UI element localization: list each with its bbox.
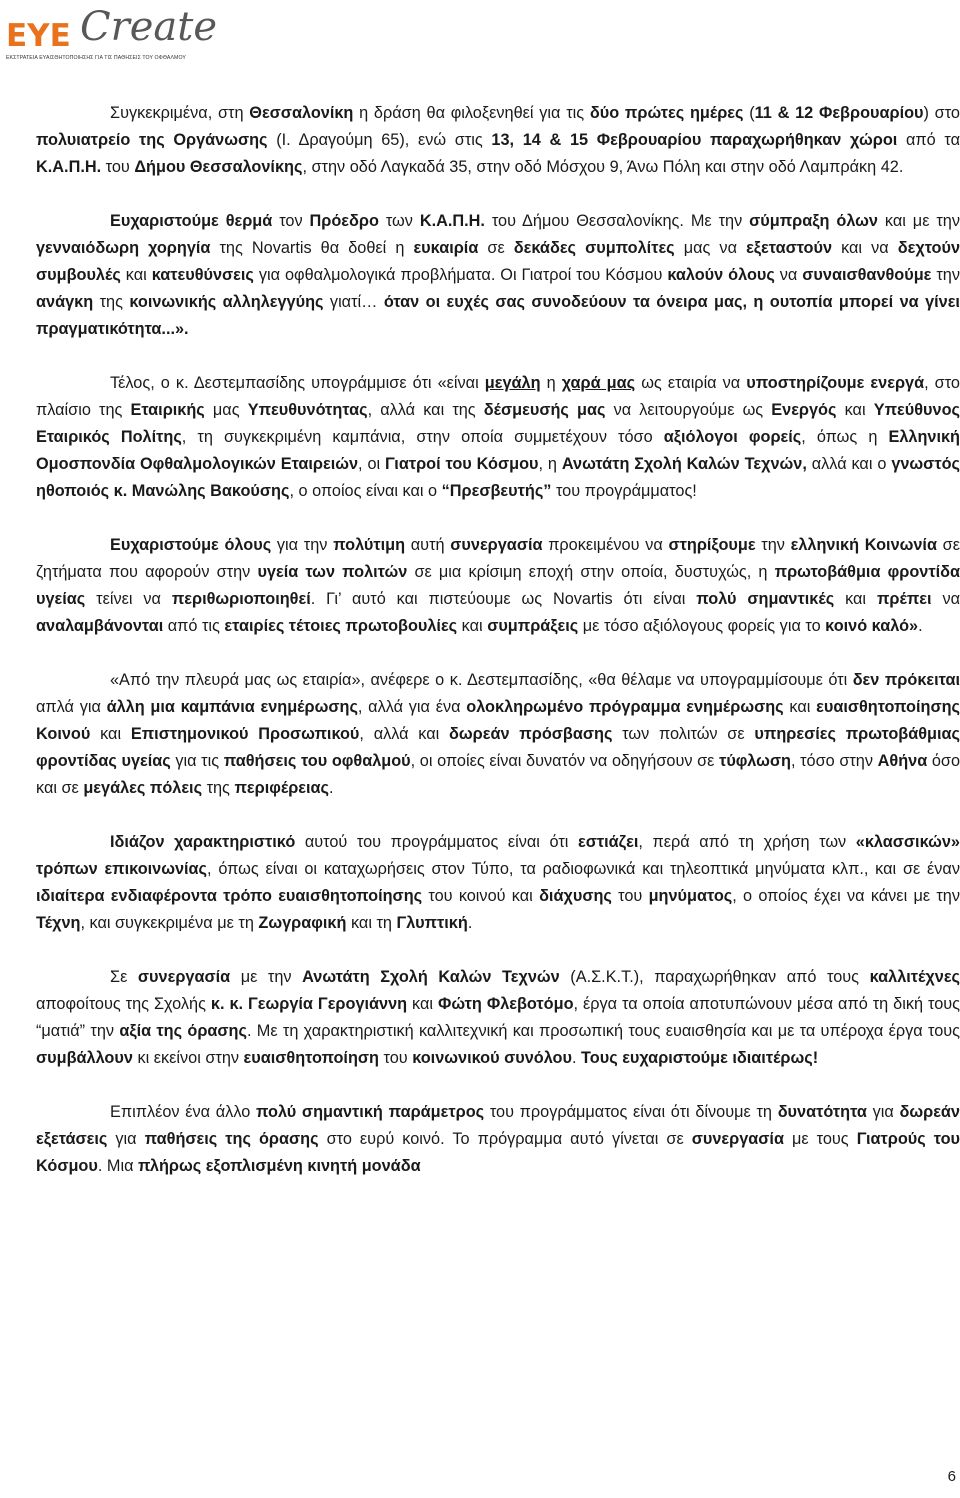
bold-text-run: δυνατότητα (777, 1103, 867, 1121)
text-run: Τέλος, ο κ. Δεστεμπασίδης υπογράμμισε ότι «είναι (110, 374, 485, 392)
text-run: την (931, 266, 960, 284)
paragraph (36, 829, 960, 937)
document-body (36, 100, 960, 1180)
bold-text-run: ευκαιρία (413, 239, 479, 257)
text-run: , έργα τα οποία αποτυπώνουν μέσα από τη δική τους “ματιά” την (36, 995, 960, 1040)
text-run: από τις (163, 617, 225, 635)
bold-text-run: Τους ευχαριστούμε ιδιαιτέρως! (581, 1049, 819, 1067)
text-run: . (571, 1049, 582, 1067)
bold-text-run: Γιατροί του Κόσμου (385, 455, 539, 473)
text-run: κι εκείνοι στην (132, 1049, 244, 1067)
bold-text-run: κατευθύνσεις (151, 266, 254, 284)
bold-text-run: Ευχαριστούμε θερμά (110, 212, 273, 230)
bold-text-run: Εταιρικής (130, 401, 205, 419)
bold-text-run: 13, 14 & 15 Φεβρουαρίου παραχωρήθηκαν χώροι (491, 131, 898, 149)
text-run: από τα (897, 131, 960, 149)
bold-text-run: Κ.Α.Π.Η. (419, 212, 485, 230)
text-run: του Δήμου Θεσσαλονίκης. Με την (484, 212, 750, 230)
text-run: της Novartis θα δοθεί η (210, 239, 414, 257)
text-run: του προγράμματος είναι ότι δίνουμε τη (484, 1103, 778, 1121)
bold-text-run: Θεσσαλονίκη (249, 104, 354, 122)
bold-text-run: κοινωνικής αλληλεγγύης (129, 293, 324, 311)
bold-text-run: κοινό καλό» (825, 617, 919, 635)
text-run: , οι οποίες είναι δυνατόν να οδηγήσουν σε (410, 752, 720, 770)
text-run: , τόσο στην (790, 752, 878, 770)
text-run: και (457, 617, 488, 635)
bold-text-run: “Πρεσβευτής” (441, 482, 552, 500)
text-run: για οφθαλμολογικά προβλήματα. Οι Γιατροί του Κόσμου (253, 266, 668, 284)
bold-text-run: δεχτούν συμβουλές (36, 239, 960, 284)
bold-text-run: μεγάλη (484, 374, 541, 392)
bold-text-run: εταιρίες τέτοιες πρωτοβουλίες (224, 617, 458, 635)
bold-text-run: συνεργασία (450, 536, 543, 554)
text-run: και (783, 698, 817, 716)
text-run: του (378, 1049, 413, 1067)
text-run: ) στο (923, 104, 960, 122)
paragraph (36, 100, 960, 181)
bold-text-run: κοινωνικού συνόλου (412, 1049, 572, 1067)
bold-text-run: υγεία των πολιτών (257, 563, 408, 581)
text-run: , αλλά και (359, 725, 450, 743)
bold-text-run: σύμπραξη όλων (749, 212, 878, 230)
text-run: με τους (783, 1130, 857, 1148)
bold-text-run: Κ.Α.Π.Η. (36, 158, 102, 176)
text-run: σε ζητήματα που αφορούν στην (36, 536, 960, 581)
bold-text-run: δωρεάν εξετάσεις (36, 1103, 960, 1148)
bold-text-run: πρέπει (876, 590, 932, 608)
text-run: , όπως είναι οι καταχωρήσεις στον Τύπο, τα ραδιοφωνικά και τηλεοπτικά μηνύματα κλπ., και σε έναν (207, 860, 960, 878)
text-run: και (90, 725, 131, 743)
text-run: και να (832, 239, 898, 257)
bold-text-run: κ. κ. Γεωργία Γερογιάννη (210, 995, 408, 1013)
text-run: , αλλά για ένα (357, 698, 467, 716)
bold-text-run: χαρά μας (561, 374, 636, 392)
text-run: όσο και σε (36, 752, 960, 797)
text-run: να λειτουργούμε ως (605, 401, 772, 419)
text-run: , ο οποίος είναι και ο (289, 482, 442, 500)
text-run: (Α.Σ.Κ.Τ.), παραχωρήθηκαν από τους (559, 968, 870, 986)
bold-text-run: συνεργασία (137, 968, 231, 986)
bold-text-run: παθήσεις του οφθαλμού (223, 752, 411, 770)
text-run: για την (271, 536, 334, 554)
bold-text-run: πολυιατρείο της Οργάνωσης (36, 131, 268, 149)
text-run: . (329, 779, 334, 797)
text-run: , οι (358, 455, 386, 473)
paragraph (36, 370, 960, 505)
text-run: για (107, 1130, 145, 1148)
bold-text-run: παθήσεις της όρασης (144, 1130, 319, 1148)
eyecreate-logo (6, 4, 216, 70)
bold-text-run: καλλιτέχνες (869, 968, 960, 986)
text-run: σε (478, 239, 514, 257)
paragraph (36, 964, 960, 1072)
text-run: , αλλά και της (367, 401, 484, 419)
text-run: μας (204, 401, 248, 419)
bold-text-run: Ενεργός (771, 401, 837, 419)
paragraph (36, 1099, 960, 1180)
bold-text-run: υπηρεσίες πρωτοβάθμιας φροντίδας υγείας (36, 725, 960, 770)
bold-text-run: Υπευθυνότητας (247, 401, 368, 419)
bold-text-run: περιφέρειας (234, 779, 330, 797)
bold-text-run: Ιδιάζον χαρακτηριστικό (110, 833, 296, 851)
text-run: για (866, 1103, 900, 1121)
text-run: και (836, 401, 874, 419)
text-run: αλλά και ο (806, 455, 892, 473)
text-run: , στο πλαίσιο της (36, 374, 960, 419)
text-run: και (120, 266, 152, 284)
text-run: γιατί… (323, 293, 384, 311)
text-run: (Ι. Δραγούμη 65), ενώ στις (267, 131, 492, 149)
bold-text-run: Ζωγραφική (258, 914, 347, 932)
bold-text-run: Αθήνα (877, 752, 928, 770)
bold-text-run: Δήμου Θεσσαλονίκης (134, 158, 303, 176)
bold-text-run: Φώτη Φλεβοτόμο (438, 995, 574, 1013)
text-run: της (202, 779, 235, 797)
bold-text-run: πρωτοβάθμια φροντίδα υγείας (36, 563, 960, 608)
text-run: , περά από τη χρήση των (638, 833, 856, 851)
bold-text-run: δεν πρόκειται (852, 671, 960, 689)
text-run: Σε (110, 968, 138, 986)
paragraph (36, 667, 960, 802)
bold-text-run: ευαισθητοποίηση (243, 1049, 379, 1067)
bold-text-run: ιδιαίτερα ενδιαφέροντα τρόπο ευαισθητοποίησης (36, 887, 423, 905)
text-run: στο ευρύ κοινό. Το πρόγραμμα αυτό γίνεται σε (318, 1130, 692, 1148)
text-run: αποφοίτους της Σχολής (36, 995, 211, 1013)
bold-text-run: στηρίξουμε (668, 536, 756, 554)
text-run: και τη (346, 914, 397, 932)
bold-text-run: συναισθανθούμε (802, 266, 932, 284)
bold-text-run: μεγάλες πόλεις (83, 779, 203, 797)
paragraph (36, 532, 960, 640)
logo-tagline: ΕΚΣΤΡΑΤΕΙΑ ΕΥΑΙΣΘΗΤΟΠΟΙΗΣΗΣ ΓΙΑ ΤΙΣ ΠΑΘΗΣΕΙΣ ΤΟΥ ΟΦΘΑΛΜΟΥ (6, 55, 186, 61)
bold-text-run: αξία της όρασης (119, 1022, 247, 1040)
bold-text-run: Πρόεδρο (309, 212, 379, 230)
bold-text-run: συμπράξεις (487, 617, 579, 635)
text-run: ( (743, 104, 755, 122)
bold-text-run: ελληνική Κοινωνία (790, 536, 937, 554)
text-run: Συγκεκριμένα, στη (110, 104, 250, 122)
logo-mark: EYE (6, 18, 71, 54)
text-run: την (755, 536, 791, 554)
text-run: και (834, 590, 877, 608)
text-run: τον (272, 212, 310, 230)
text-run: . (918, 617, 923, 635)
bold-text-run: αξιόλογοι φορείς (663, 428, 802, 446)
bold-text-run: άλλη μια καμπάνια ενημέρωσης (106, 698, 358, 716)
bold-text-run: περιθωριοποιηθεί (171, 590, 311, 608)
bold-text-run: Υπεύθυνος Εταιρικός Πολίτης (36, 401, 960, 446)
text-run: Επιπλέον ένα άλλο (110, 1103, 256, 1121)
bold-text-run: γενναιόδωρη χορηγία (36, 239, 211, 257)
text-run: , τη συγκεκριμένη καμπάνια, στην οποία συμμετέχουν τόσο (181, 428, 664, 446)
bold-text-run: όταν οι ευχές σας συνοδεύουν τα όνειρα μας, η ουτοπία μπορεί να γίνει πραγματικότητα...». (36, 293, 960, 338)
text-run: . Γι’ αυτό και πιστεύουμε ως Novartis ότι είναι (310, 590, 697, 608)
text-run: , και συγκεκριμένα με τη (80, 914, 259, 932)
text-run: του κοινού και (422, 887, 540, 905)
bold-text-run: 11 & 12 Φεβρουαρίου (754, 104, 924, 122)
bold-text-run: Γιατρούς του Κόσμου (36, 1130, 960, 1175)
bold-text-run: συνεργασία (691, 1130, 784, 1148)
bold-text-run: πολύ σημαντικές (696, 590, 835, 608)
bold-text-run: Τέχνη (36, 914, 81, 932)
text-run: «Από την πλευρά μας ως εταιρία», ανέφερε ο κ. Δεστεμπασίδης, «θα θέλαμε να υπογραμμίσουμε ότι (110, 671, 853, 689)
text-run: , όπως η (801, 428, 889, 446)
text-run: απλά για (36, 698, 107, 716)
bold-text-run: Γλυπτική (396, 914, 468, 932)
bold-text-run: Ανωτάτη Σχολή Καλών Τεχνών (302, 968, 560, 986)
text-run: να (774, 266, 803, 284)
bold-text-run: ολοκληρωμένο πρόγραμμα ενημέρωσης (466, 698, 784, 716)
bold-text-run: υποστηρίζουμε ενεργά (746, 374, 925, 392)
bold-text-run: πλήρως εξοπλισμένη κινητή μονάδα (138, 1157, 421, 1175)
paragraph (36, 208, 960, 343)
bold-text-run: εστιάζει (577, 833, 639, 851)
bold-text-run: δέσμευσής μας (483, 401, 606, 419)
text-run: . Μια (97, 1157, 139, 1175)
bold-text-run: δύο πρώτες ημέρες (589, 104, 744, 122)
bold-text-run: Ανωτάτη Σχολή Καλών Τεχνών, (561, 455, 807, 473)
bold-text-run: αναλαμβάνονται (36, 617, 164, 635)
bold-text-run: Επιστημονικού Προσωπικού (130, 725, 360, 743)
text-run: τείνει να (85, 590, 172, 608)
bold-text-run: Ελληνική Ομοσπονδία Οφθαλμολογικών Εταιρειών (36, 428, 960, 473)
bold-text-run: γνωστός ηθοποιός κ. Μανώλης Βακούσης (36, 455, 960, 500)
text-run: για τις (170, 752, 224, 770)
text-run: αυτή (405, 536, 451, 554)
text-run: ως εταιρία να (635, 374, 747, 392)
text-run: , η (538, 455, 562, 473)
bold-text-run: πολύτιμη (333, 536, 406, 554)
text-run: . (467, 914, 473, 932)
text-run: και (407, 995, 438, 1013)
text-run: του (611, 887, 649, 905)
bold-text-run: συμβάλλουν (36, 1049, 133, 1067)
text-run: με τόσο αξιόλογους φορείς για το (578, 617, 826, 635)
bold-text-run: πολύ σημαντική παράμετρος (255, 1103, 485, 1121)
text-run: των πολιτών σε (612, 725, 755, 743)
page-number: 6 (947, 1468, 956, 1485)
text-run: , στην οδό Λαγκαδά 35, στην οδό Μόσχου 9, Άνω Πόλη και στην οδό Λαμπράκη 42. (302, 158, 904, 176)
bold-text-run: διάχυσης (539, 887, 612, 905)
text-run: αυτού του προγράμματος είναι ότι (295, 833, 578, 851)
bold-text-run: καλούν όλους (667, 266, 775, 284)
bold-text-run: τύφλωση (719, 752, 791, 770)
text-run: η δράση θα φιλοξενηθεί για τις (353, 104, 590, 122)
bold-text-run: μηνύματος (648, 887, 733, 905)
text-run: του προγράμματος! (551, 482, 697, 500)
text-run: σε μια κρίσιμη εποχή στην οποία, δυστυχώς, η (407, 563, 775, 581)
bold-text-run: δεκάδες συμπολίτες (513, 239, 675, 257)
text-run: μας να (674, 239, 747, 257)
bold-text-run: ευαισθητοποίησης Κοινού (36, 698, 960, 743)
bold-text-run: εξεταστούν (746, 239, 833, 257)
text-run: και με την (878, 212, 960, 230)
logo-word: Create (80, 4, 217, 50)
text-run: των (378, 212, 420, 230)
text-run: του (101, 158, 135, 176)
bold-text-run: ανάγκη (36, 293, 94, 311)
bold-text-run: «κλασσικών» τρόπων επικοινωνίας (36, 833, 960, 878)
text-run: προκειμένου να (542, 536, 669, 554)
bold-text-run: Ευχαριστούμε όλους (110, 536, 272, 554)
text-run: της (93, 293, 130, 311)
text-run: η (540, 374, 562, 392)
text-run: να (931, 590, 960, 608)
text-run: . Με τη χαρακτηριστική καλλιτεχνική και προσωπική τους ευαισθησία και με τα υπέροχα έργα τους (246, 1022, 960, 1040)
bold-text-run: δωρεάν πρόσβασης (449, 725, 613, 743)
text-run: με την (230, 968, 303, 986)
text-run: , ο οποίος έχει να κάνει με την (732, 887, 960, 905)
